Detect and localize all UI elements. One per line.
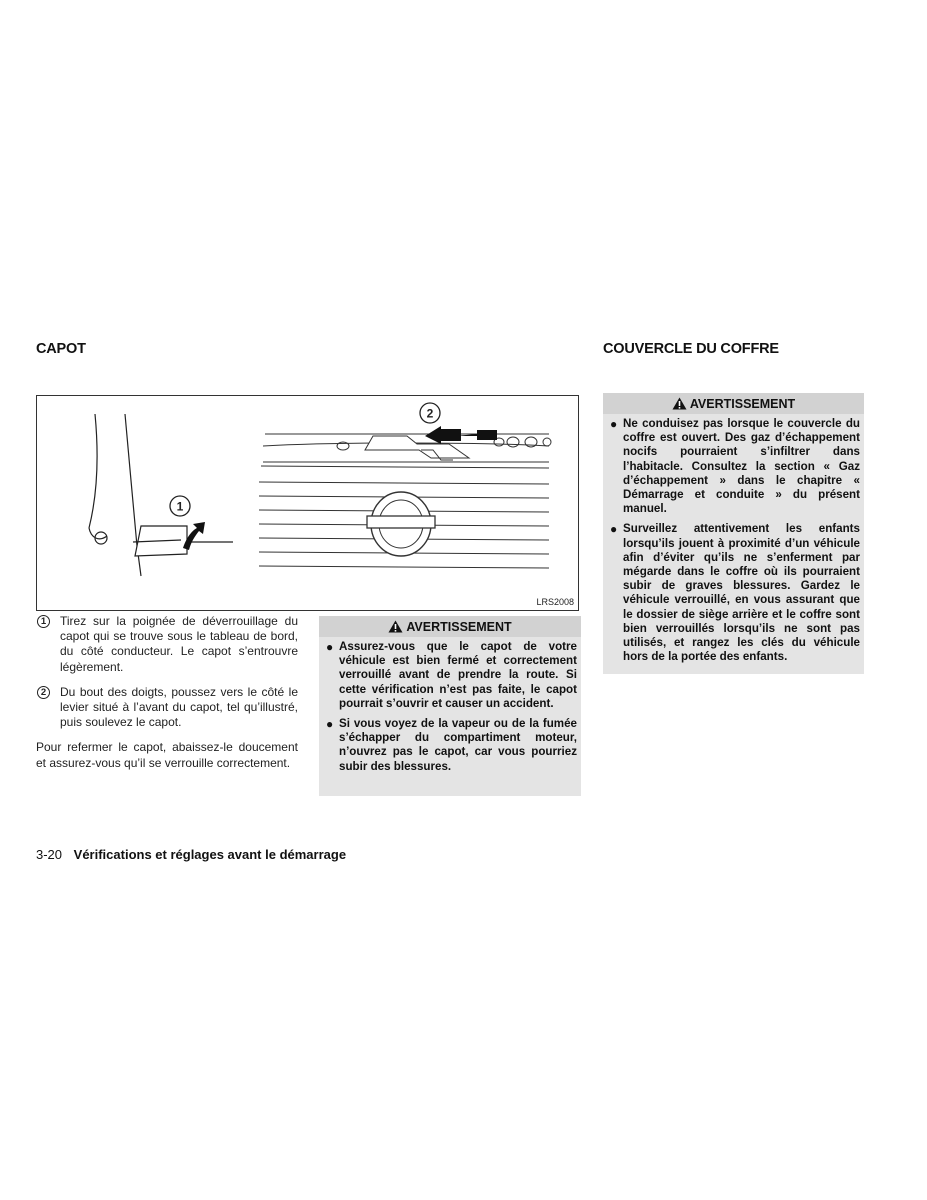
page-number: 3-20 xyxy=(36,847,63,862)
bullet-dot-icon: ● xyxy=(326,717,334,732)
hood-release-figure xyxy=(36,395,579,611)
trunk-warning-item-1 xyxy=(607,417,860,516)
step-2 xyxy=(36,685,298,731)
step-2-number: 2 xyxy=(37,686,50,699)
step-2-text: Du bout des doigts, poussez vers le côté le levier situé à l’avant du capot, tel qu’illustré, puis soulevez le capot. xyxy=(60,684,298,730)
trunk-warning-title: AVERTISSEMENT xyxy=(689,396,796,411)
closing-paragraph: Pour refermer le capot, abaissez-le doucement et assurez-vous qu’il se verrouille correctement. xyxy=(36,740,298,770)
hood-warning-item-2 xyxy=(323,717,577,774)
trunk-warning-item-2 xyxy=(607,522,860,664)
trunk-warning-header xyxy=(603,393,864,414)
trunk-warning-item-1-text: Ne conduisez pas lorsque le couvercle du coffre est ouvert. Des gaz d’échappement nocifs pourraient s’infiltrer dans l’habitacle. Consultez la section « Gaz d’échappement » dans le chapitre « Démarrage et conduite » du présent manuel. xyxy=(623,417,860,516)
door-pillar-line xyxy=(89,414,97,528)
hood-warning-item-1 xyxy=(323,640,577,711)
step-1 xyxy=(36,614,298,675)
figure-label: LRS2008 xyxy=(536,597,574,607)
callout-1-text: 1 xyxy=(176,499,184,514)
section-title-coffre: COUVERCLE DU COFFRE xyxy=(603,341,779,357)
hood-illustration xyxy=(37,396,578,610)
callout-2 xyxy=(420,403,440,423)
warning-triangle-icon xyxy=(672,397,687,410)
warning-triangle-icon xyxy=(388,620,403,633)
hood-warning-box xyxy=(319,616,581,796)
hood-warning-header xyxy=(319,616,581,637)
hood-warning-item-2-text: Si vous voyez de la vapeur ou de la fumée s’échapper du compartiment moteur, n’ouvrez pas le capot, car vous pourriez subir des blessures. xyxy=(339,717,577,773)
hood-warning-item-1-text: Assurez-vous que le capot de votre véhicule est bien fermé et correctement verrouillé avant de prendre la route. Si cette vérification n’est pas faite, le capot pourrait s’ouvrir et causer un accident. xyxy=(339,640,577,710)
bullet-dot-icon: ● xyxy=(326,640,334,654)
step-1-text: Tirez sur la poignée de déverrouillage du capot qui se trouve sous le tableau de bord, du côté conducteur. Le capot s’entrouvre légèrement. xyxy=(60,614,298,674)
trunk-warning-item-2-text: Surveillez attentivement les enfants lorsqu’ils jouent à proximité d’un véhicule afin d’éviter qu’ils ne s’enferment par mégarde dans le coffre où ils pourraient subir de graves blessures. Gardez le véhicule verrouillé, en vous assurant que le dossier de siège arrière et le coffre sont bien verrouillés lorsqu’ils ne sont pas utilisés, et rangez les clés du véhicule hors de la portée des enfants. xyxy=(623,522,860,664)
section-title-capot: CAPOT xyxy=(36,341,86,357)
page-footer xyxy=(36,847,346,862)
bullet-dot-icon: ● xyxy=(610,417,618,431)
bullet-dot-icon: ● xyxy=(610,522,618,537)
step-1-number: 1 xyxy=(37,615,50,628)
callout-2-text: 2 xyxy=(426,406,434,421)
hood-warning-title: AVERTISSEMENT xyxy=(406,619,512,634)
hood-steps-list xyxy=(36,614,298,771)
trunk-warning-box xyxy=(603,393,864,674)
arrow-left-icon xyxy=(455,430,497,440)
callout-1 xyxy=(170,496,190,516)
chapter-title: Vérifications et réglages avant le démarrage xyxy=(73,847,347,862)
